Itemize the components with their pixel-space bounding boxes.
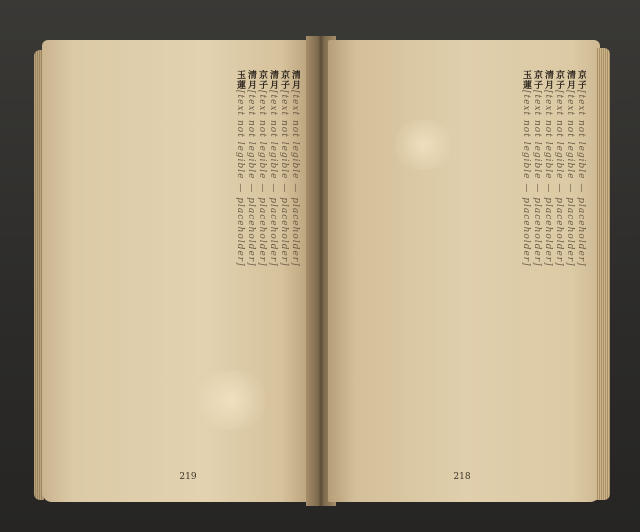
text-column xyxy=(267,70,278,470)
speaker-name: 京子 xyxy=(257,70,267,90)
right-page xyxy=(328,40,600,502)
text-column xyxy=(542,70,553,470)
speaker-name: 清月 xyxy=(268,70,278,90)
speaker-name: 京子 xyxy=(554,70,564,90)
body-text: [text not legible — placeholder] xyxy=(246,90,256,267)
text-column xyxy=(245,70,256,470)
speaker-name: 玉蓮 xyxy=(521,70,531,90)
body-text: [text not legible — placeholder] xyxy=(554,90,564,267)
left-page-text xyxy=(64,70,300,470)
right-page-text xyxy=(350,70,586,470)
body-text: [text not legible — placeholder] xyxy=(257,90,267,267)
text-column xyxy=(256,70,267,470)
speaker-name: 清月 xyxy=(565,70,575,90)
body-text: [text not legible — placeholder] xyxy=(543,90,553,267)
body-text: [text not legible — placeholder] xyxy=(268,90,278,267)
open-book xyxy=(34,40,608,510)
left-page xyxy=(42,40,314,502)
body-text: [text not legible — placeholder] xyxy=(532,90,542,267)
book-right-page-edges xyxy=(596,48,610,500)
text-column xyxy=(520,70,531,470)
body-text: [text not legible — placeholder] xyxy=(521,90,531,267)
body-text: [text not legible — placeholder] xyxy=(279,90,289,267)
body-text: [text not legible — placeholder] xyxy=(235,90,245,267)
text-column xyxy=(531,70,542,470)
speaker-name: 清月 xyxy=(290,70,300,90)
speaker-name: 京子 xyxy=(279,70,289,90)
speaker-name: 京子 xyxy=(576,70,586,90)
body-text: [text not legible — placeholder] xyxy=(576,90,586,267)
page-number: 218 xyxy=(453,472,471,482)
page-number: 219 xyxy=(179,472,197,482)
text-column xyxy=(289,70,300,470)
speaker-name: 玉蓮 xyxy=(235,70,245,90)
text-column xyxy=(234,70,245,470)
body-text: [text not legible — placeholder] xyxy=(290,90,300,267)
text-column xyxy=(278,70,289,470)
body-text: [text not legible — placeholder] xyxy=(565,90,575,267)
text-column xyxy=(575,70,586,470)
speaker-name: 京子 xyxy=(532,70,542,90)
speaker-name: 清月 xyxy=(543,70,553,90)
text-column xyxy=(553,70,564,470)
text-column xyxy=(564,70,575,470)
speaker-name: 清月 xyxy=(246,70,256,90)
